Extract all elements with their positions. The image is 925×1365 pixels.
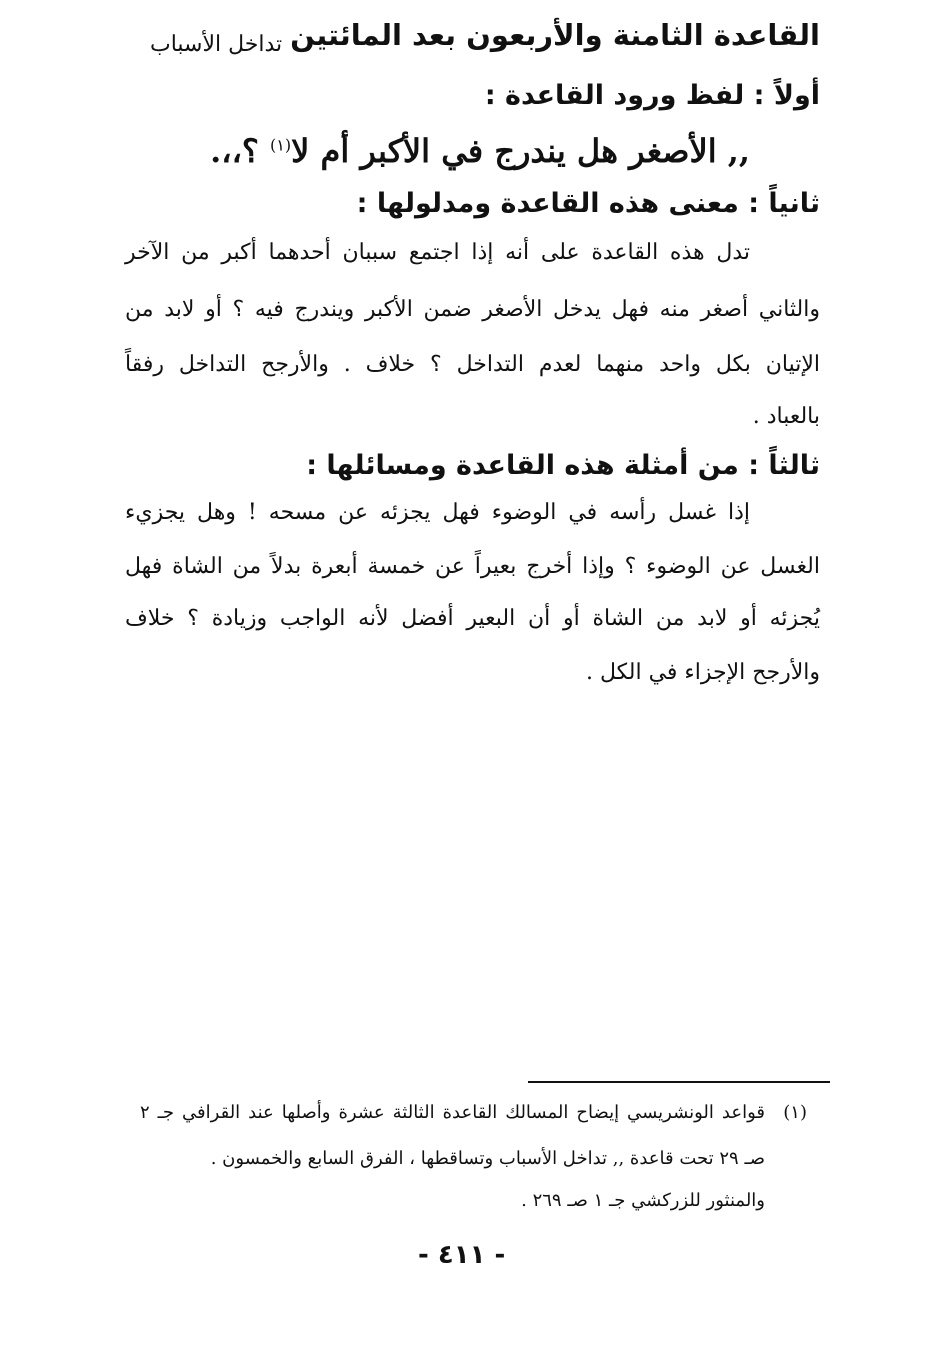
paragraph-line: تدل هذه القاعدة على أنه إذا اجتمع سببان أحدهما أكبر من الآخر (125, 240, 750, 265)
section-heading-1: أولاً : لفظ ورود القاعدة : (484, 80, 820, 111)
section-heading-3: ثالثاً : من أمثلة هذه القاعدة ومسائلها : (306, 450, 820, 481)
footnote-marker: (١) (783, 1102, 807, 1123)
page-title: القاعدة الثامنة والأربعون بعد المائتين (290, 18, 820, 52)
paragraph-line: إذا غسل رأسه في الوضوء فهل يجزئه عن مسحه ! وهل يجزيء (125, 500, 750, 525)
rule-statement (210, 132, 750, 170)
paragraph-line: بالعباد . (752, 404, 820, 429)
section-heading-2: ثانياً : معنى هذه القاعدة ومدلولها : (356, 188, 820, 219)
running-header-topic: تداخل الأسباب (150, 32, 283, 57)
paragraph-line: يُجزئه أو لابد من الشاة أو أن البعير أفضل لأنه الواجب وزيادة ؟ خلاف (125, 606, 820, 631)
footnote-divider (528, 1081, 830, 1083)
rule-end: ؟،،. (210, 132, 271, 170)
paragraph-line: الغسل عن الوضوء ؟ وإذا أخرج بعيراً عن خمسة أبعرة بدلاً من الشاة فهل (125, 554, 820, 579)
footnote-line: والمنثور للزركشي جـ ١ صـ ٢٦٩ . (521, 1190, 765, 1211)
rule-text: ,, الأصغر هل يندرج في الأكبر أم لا (291, 132, 750, 170)
paragraph-line: والأرجح الإجزاء في الكل . (585, 660, 820, 685)
paragraph-line: والثاني أصغر منه فهل يدخل الأصغر ضمن الأكبر ويندرج فيه ؟ أو لابد من (125, 297, 820, 322)
footnote-line: قواعد الونشريسي إيضاح المسالك القاعدة الثالثة عشرة وأصلها عند القرافي جـ ٢ (140, 1102, 765, 1123)
footnote-reference: (١) (270, 135, 292, 155)
page-number: - ٤١١ - (418, 1240, 506, 1270)
footnote-line: صـ ٢٩ تحت قاعدة ,, تداخل الأسباب وتساقطها ، الفرق السابع والخمسون . (210, 1148, 765, 1169)
paragraph-line: الإتيان بكل واحد منهما لعدم التداخل ؟ خلاف . والأرجح التداخل رفقاً (125, 352, 820, 377)
